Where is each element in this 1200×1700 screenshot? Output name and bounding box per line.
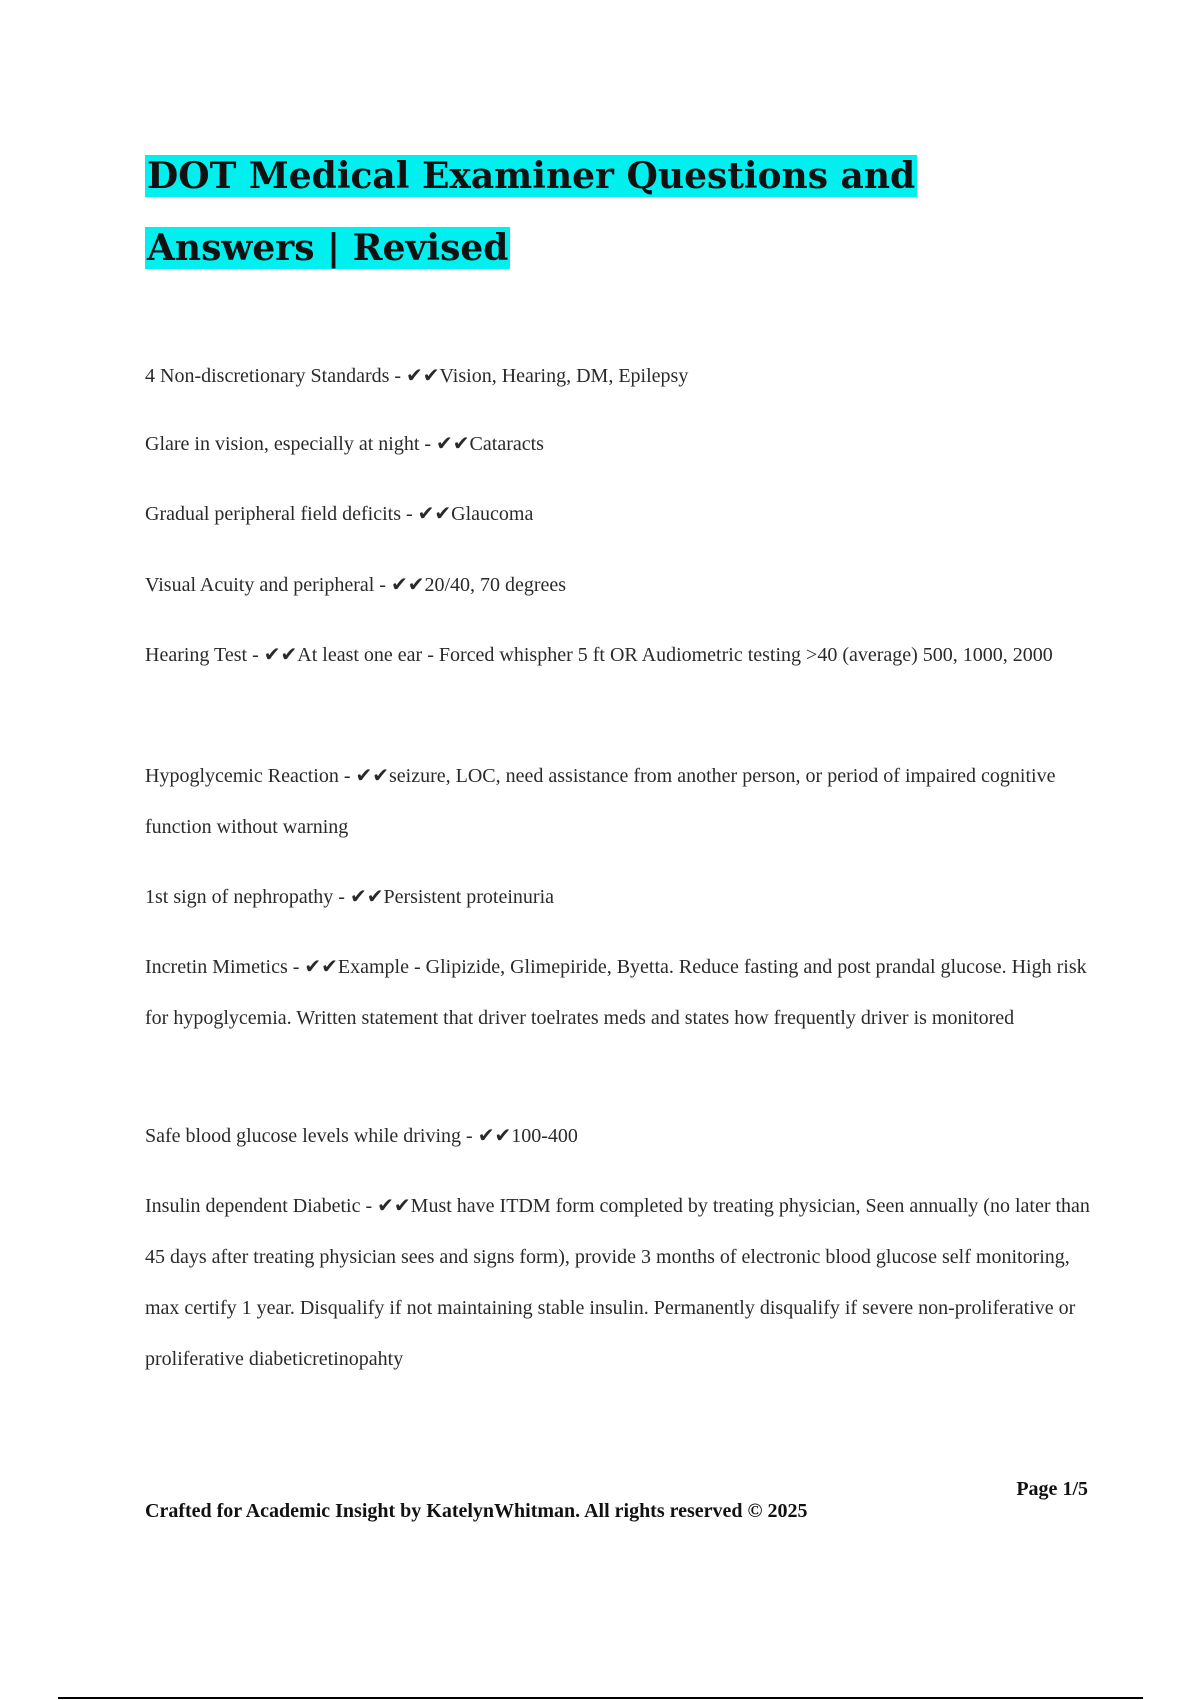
document-title [145,140,1085,284]
qa-item-2: Glare in vision, especially at night - ✔✔Cataracts [145,433,544,455]
bottom-divider [58,1697,1143,1699]
document-title-text: DOT Medical Examiner Questions and Answers | Revised [147,155,916,269]
qa-item-5: Hearing Test - ✔✔At least one ear - Forced whispher 5 ft OR Audiometric testing >40 (average) 500, 1000, 2000 [145,644,1053,666]
qa-item-8: Incretin Mimetics - ✔✔Example - Glipizide, Glimepiride, Byetta. Reduce fasting and post prandal glucose. High risk for hypoglycemia. Written statement that driver toelrates meds and states how frequently driver is monitored [145,956,1087,1029]
qa-item-1: 4 Non-discretionary Standards - ✔✔Vision, Hearing, DM, Epilepsy [145,365,689,387]
qa-item-3: Gradual peripheral field deficits - ✔✔Glaucoma [145,503,534,525]
qa-item-4: Visual Acuity and peripheral - ✔✔20/40, 70 degrees [145,574,567,596]
qa-item-10: Insulin dependent Diabetic - ✔✔Must have ITDM form completed by treating physician, Seen annually (no later than 45 days after treating physician sees and signs form), provide 3 months of electronic blood glucose self monitoring, max certify 1 year. Disqualify if not maintaining stable insulin. Permanently disqualify if severe non-proliferative or proliferative diabeticretinopahty [145,1195,1090,1370]
qa-item-9: Safe blood glucose levels while driving - ✔✔100-400 [145,1125,578,1147]
page-number: Page 1/5 [1016,1478,1088,1500]
qa-item-6: Hypoglycemic Reaction - ✔✔seizure, LOC, need assistance from another person, or period of impaired cognitive function without warning [145,765,1056,838]
footer-credit: Crafted for Academic Insight by KatelynWhitman. All rights reserved © 2025 [145,1500,808,1522]
qa-item-7: 1st sign of nephropathy - ✔✔Persistent proteinuria [145,886,555,908]
